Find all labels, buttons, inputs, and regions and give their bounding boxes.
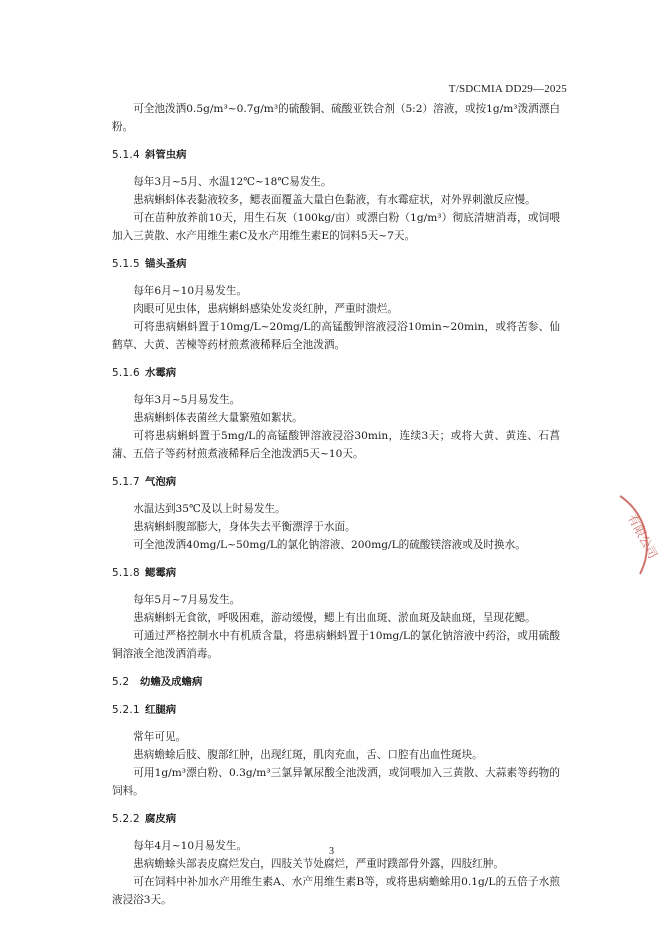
- section-paragraph: 每年3月~5月易发生。: [133, 394, 241, 406]
- section-paragraph: 患病蝌蚪腹部膨大，身体失去平衡漂浮于水面。: [133, 521, 356, 533]
- intro-paragraph: 可全池泼洒0.5g/m³~0.7g/m³的硫酸铜、硫酸亚铁合剂（5:2）溶液，或按1g/m³泼洒漂白粉。: [112, 103, 560, 133]
- section-heading: [112, 473, 560, 491]
- section-paragraph: 可用1g/m³漂白粉、0.3g/m³三氯异氰尿酸全池泼洒，或饲喂加入三黄散、大蒜素等药物的饲料。: [112, 767, 560, 797]
- section-heading: [112, 673, 560, 691]
- svg-text:有限公司: 有限公司: [625, 511, 661, 561]
- section-title: 斜管虫病: [145, 149, 187, 161]
- section-number: 5.1.5: [112, 258, 140, 270]
- section-title: 幼蟾及成蟾病: [140, 676, 203, 688]
- sections-container: [112, 146, 560, 909]
- section-paragraph: 可将患病蝌蚪置于10mg/L~20mg/L的高锰酸钾溶液浸浴10min~20min，或将苦参、仙鹤草、大黄、苦楝等药材煎煮液稀释后全池泼洒。: [112, 321, 560, 351]
- section-paragraph: 患病蝌蚪体表黏液较多，鳃表面覆盖大量白色黏液，有水霉症状，对外界刺激反应慢。: [133, 194, 536, 206]
- section-paragraph: 患病蟾蜍头部表皮腐烂发白，四肢关节处腐烂，严重时蹼部骨外露，四肢红肿。: [133, 858, 504, 870]
- section-paragraph: 肉眼可见虫体，患病蝌蚪感染处发炎红肿，严重时溃烂。: [133, 303, 399, 315]
- section-paragraph: 可全池泼洒40mg/L~50mg/L的氯化钠溶液、200mg/L的硫酸镁溶液或及时换水。: [133, 539, 526, 551]
- section-paragraph: 患病蝌蚪体表菌丝大量繁殖如絮状。: [133, 412, 303, 424]
- section-number: 5.1.7: [112, 476, 140, 488]
- section-title: 水霉病: [145, 367, 177, 379]
- section-number: 5.2.2: [112, 813, 140, 825]
- section-heading: [112, 146, 560, 164]
- section-heading: [112, 564, 560, 582]
- section-paragraph: 患病蝌蚪无食欲，呼吸困难，游动缓慢，鳃上有出血斑、淤血斑及缺血斑，呈现花鳃。: [133, 612, 536, 624]
- section-paragraph: 可在苗种放养前10天，用生石灰（100kg/亩）或漂白粉（1g/m³）彻底清塘消毒，或饲喂加入三黄散、水产用维生素C及水产用维生素E的饲料5天~7天。: [112, 212, 560, 242]
- section-title: 腐皮病: [145, 813, 177, 825]
- section-title: 锚头蚤病: [145, 258, 187, 270]
- section-heading: [112, 701, 560, 719]
- section-paragraph: 每年4月~10月易发生。: [133, 840, 248, 852]
- section-paragraph: 可将患病蝌蚪置于5mg/L的高锰酸钾溶液浸浴30min，连续3天；或将大黄、黄连、石菖蒲、五倍子等药材煎煮液稀释后全池泼洒5天~10天。: [112, 430, 560, 460]
- section-paragraph: 每年3月~5月、水温12℃~18℃易发生。: [133, 176, 332, 188]
- section-number: 5.2.1: [112, 704, 140, 716]
- section-heading: [112, 255, 560, 273]
- section-number: 5.1.8: [112, 567, 140, 579]
- section-paragraph: 可在饲料中补加水产用维生素A、水产用维生素B等，或将患病蟾蜍用0.1g/L的五倍子水煎液浸浴3天。: [112, 876, 560, 906]
- section-paragraph: 常年可见。: [133, 731, 187, 743]
- section-paragraph: 每年6月~10月易发生。: [133, 285, 248, 297]
- section-heading: [112, 364, 560, 382]
- section-title: 鳃霉病: [145, 567, 177, 579]
- section-paragraph: 水温达到35℃及以上时易发生。: [133, 503, 286, 515]
- page-number: 3: [329, 846, 334, 857]
- company-seal-stamp: [600, 488, 663, 580]
- standard-code-header: T/SDCMIA DD29—2025: [448, 83, 567, 95]
- section-number: 5.2: [112, 676, 130, 688]
- section-paragraph: 患病蟾蜍后肢、腹部红肿，出现红斑，肌肉充血，舌、口腔有出血性斑块。: [133, 749, 483, 761]
- section-paragraph: 可通过严格控制水中有机质含量，将患病蝌蚪置于10mg/L的氯化钠溶液中药浴，或用硫酸铜溶液全池泼洒消毒。: [112, 630, 560, 660]
- section-number: 5.1.4: [112, 149, 140, 161]
- document-body: [112, 100, 560, 909]
- section-title: 气泡病: [145, 476, 177, 488]
- section-number: 5.1.6: [112, 367, 140, 379]
- section-title: 红腿病: [145, 704, 177, 716]
- section-paragraph: 每年5月~7月易发生。: [133, 594, 241, 606]
- section-heading: [112, 810, 560, 828]
